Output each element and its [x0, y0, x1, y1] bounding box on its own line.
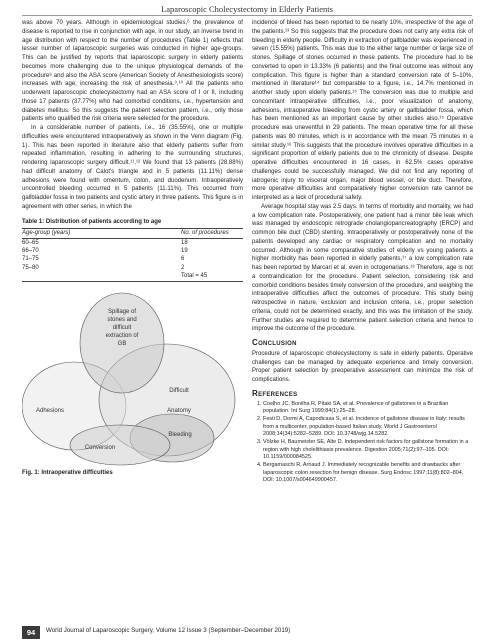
table-header-row — [22, 229, 243, 238]
left-paragraph-1: was above 70 years. Although in epidemiological studies,⁶ the prevalence of disease is reported to rise in conjunction with age, in our study, an inverse trend in age distribution with respect to the number of procedures (Table 1) reflects that lesser number of laparoscopic surgeries was conducted in higher age-groups. This can be justified by reports that laparoscopic surgery in elderly patients becomes more challenging due to the unique physiological demands of the procedure⁸ and also the ASA score (American Society of Anesthesiologists score) increases with age, increasing the risk of anesthesia.⁹,¹⁰ All the patients who underwent laparoscopic cholecystectomy had an ASA score of I or II, including those 17 patients (37.77%) who had comorbid conditions, i.e., hypertension and diabetes mellitus. So this suggests the patient selection pattern, i.e., only those patients who qualified the risk criteria were selected for the procedure. — [22, 20, 243, 123]
venn-label-spillage-1: Spillage of — [107, 308, 137, 315]
header-rule — [22, 15, 472, 16]
references-heading: References — [252, 388, 298, 398]
age-distribution-table — [22, 228, 243, 281]
venn-diagram-svg — [22, 288, 243, 468]
reference-item: 3. Völzke H, Baumeister SE, Alte D. Independent risk factors for gallstone formation in a region with high cholelithiasis prevalence. Digestion 2005;71(2):97–105. DOI: 10.1159/000084525. — [263, 439, 473, 462]
venn-label-spillage-4: extraction of — [105, 332, 139, 339]
right-paragraph-1: incidence of bleed has been reported to be nearly 10%, irrespective of the age of the patients.¹³ So this suggests that the procedure does not carry any extra risk of bleeding in elderly people. Difficulty in extraction of gallbladder was experienced in seven (15.55%) patients. This was due to the either large number or large size of stones. Spillage of stones occurred in these patients. The procedure had to be converted to open in 13.33% (6 patients) and the final outcome was without any complication. This figure is higher than a standard conversion rate of 5–10%, mentioned in literature¹⁴ but comparable to a figure, i.e., 14.7% mentioned in another study upon elderly patients.¹⁵ The conversion was due to multiple and concomitant intraoperative difficulties, i.e., poor visualization of anatomy, adhesions, intraoperative bleeding from cystic artery or gallbladder fossa, which has been mentioned as an important cause by other studies also.¹⁵ Operative procedure was uneventful in 29 patients. The mean operative time for all these patients was 80 minutes, which is in accordance with the mean 75 minutes in a similar study.¹⁶ This suggests that the procedure involves operative difficulties in a significant proportion of elderly patients due to the chronicity of disease. Despite operative difficulties encountered in 16 cases, in 62.5% cases operative challenges could be successfully managed. We did not find any reporting of iatrogenic injury to visceral organ, major blood vessel, or bile duct. Therefore, more operative difficulties and comparatively higher conversion rate cannot be interpreted as a lack of procedural safety. — [252, 20, 473, 201]
reference-item: 2. Festi D, Dormi A, Capodicasa S, et al. Incidence of gallstone disease in Italy: results from a multicenter, population-based Italian study. World J Gastroenterol 2008;14(34):5282–5289. DOI: 10.3748/wjg.14.5282. — [263, 416, 473, 439]
table-cell-age: 75–80 — [22, 264, 39, 271]
venn-label-conversion: Conversion — [84, 444, 116, 451]
figure-caption: Fig. 1: Intraoperative difficulties — [22, 469, 113, 476]
venn-label-adhesions: Adhesions — [35, 407, 65, 414]
table-cell-age: 71–75 — [22, 256, 39, 263]
venn-label-bleeding: Bleeding — [168, 431, 192, 438]
table-cell-age: 66–70 — [22, 248, 39, 255]
table-row — [22, 238, 243, 247]
journal-footer: World Journal of Laparoscopic Surgery, Volume 12 Issue 3 (September–December 2019) — [46, 627, 291, 634]
right-paragraph-2: Average hospital stay was 2.5 days. In terms of morbidity and mortality, we had a low complication rate. Postoperatively, one patient had a minor bile leak which was managed by endoscopic retrograde cholangiopancreatography (ERCP) and common bile duct (CBD) stenting. Intraoperatively or postoperatively none of the patients developed any cardiac or respiratory complication and no mortality occurred. Although in some comparative studies of elderly vs young patients a higher morbidity has been reported in elderly patients,¹⁷ a low complication rate has been reported by Marcari et al. even in octogenarians.¹⁸ Therefore, age is not a contraindication for the procedure. Patient selection, considering risk and comorbid conditions besides timely conversion of the procedure, and weighing the intraoperative difficulties affect the outcomes of procedure. This study being retrospective in nature, exclusion and inclusion criteria, i.e., proper selection criteria, could not be determined exactly, and this was the limitation of the study. Further studies are required to determine patient selection criteria and hence to improve the outcome of the procedure. — [252, 203, 473, 333]
table-cell-empty — [22, 272, 181, 281]
left-column — [22, 19, 243, 477]
right-column — [252, 19, 473, 485]
table-header-age: Age-group (years) — [22, 229, 181, 238]
table-cell-age: 60–65 — [22, 239, 39, 246]
table-row — [22, 255, 243, 263]
reference-item: 4. Bergamaschi R, Arnaud J. Immediately recognizable benefits and drawbacks after laparoscopic colon resection for benign disease. Surg Endosc 1997;11(8):802–804. DOI: 10.1007/s004649900457. — [263, 462, 473, 485]
table-total-row — [22, 272, 243, 281]
reference-list — [252, 401, 473, 485]
table-cell-count: 6 — [181, 256, 185, 263]
table-cell-count: 2 — [181, 264, 185, 271]
conclusion-heading: Conclusion — [252, 338, 297, 347]
table-caption: Table 1: Distribution of patients according to age — [22, 218, 162, 225]
table-total: Total = 45 — [181, 272, 243, 281]
running-header: Laparoscopic Cholecystectomy in Elderly Patients — [161, 4, 333, 14]
page-number: 94 — [22, 626, 40, 639]
table-row — [22, 247, 243, 255]
venn-label-spillage-5: GB — [117, 340, 127, 347]
venn-label-spillage-3: difficult — [112, 324, 132, 331]
venn-label-anatomy: Anatomy — [167, 407, 191, 414]
conclusion-text: Procedure of laparoscopic cholecystectomy is safe in elderly patients. Operative challenges can be managed by adequate experience and timely conversion. Proper patient selection by preoperative assessment can minimize the risk of complications. — [252, 350, 473, 383]
venn-diagram — [22, 288, 243, 468]
reference-item: 1. Coelho JC, Bonilha R, Pitaki SA, et al. Prevalence of gallstones in a Brazilian population. Int Surg 1999;84(1):25–28. — [263, 401, 473, 416]
table-cell-count: 18 — [181, 239, 188, 246]
table-header-count: No. of procedures — [181, 229, 243, 238]
venn-label-spillage-2: stones and — [107, 316, 137, 323]
table-cell-count: 19 — [181, 248, 188, 255]
venn-label-difficult: Difficult — [169, 387, 189, 394]
table-row — [22, 264, 243, 272]
left-paragraph-2: In a considerable number of patients, i.e., 16 (35.55%), one or multiple difficulties were encountered intraoperatively as shown in the Venn diagram (Fig. 1). This has been reported in literature also that elderly patients suffer from repeated inflammation, resulting in adhering to the surrounding structures, rendering laparoscopic surgery difficult.¹¹,¹² We found that 13 patients (28.88%) had difficult anatomy of Calot's triangle and in 5 patients (11.11%) dense adhesions were found with omentum, colon, and duodenum. Intraoperatively uncontrolled bleeding occurred in 5 patients (11.11%). This occurred from gallbladder fossa in two patients and cystic artery in three patients. This figure is in agreement with other series, in which the — [22, 125, 243, 210]
